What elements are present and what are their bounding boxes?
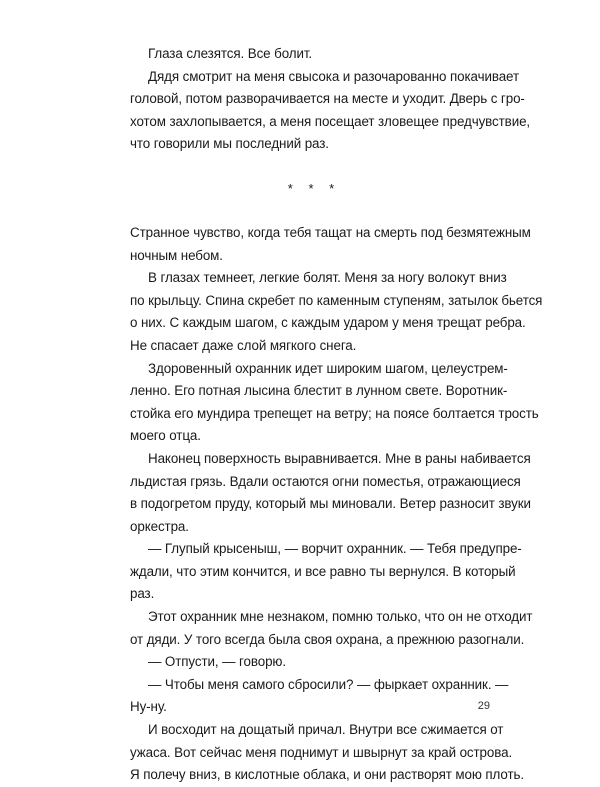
text-line: раз. <box>130 586 155 602</box>
text-line: что говорили мы последний раз. <box>130 136 329 152</box>
text-line: оркестра. <box>130 518 189 534</box>
text-line: по крыльцу. Спина скребет по каменным ступеням, затылок бьется <box>130 292 543 308</box>
text-line: Не спасает даже слой мягкого снега. <box>130 337 357 353</box>
text-line: ленно. Его потная лысина блестит в лунном свете. Воротник- <box>130 383 508 399</box>
text-section-1 <box>130 43 531 156</box>
text-line: моего отца. <box>130 428 201 444</box>
text-line: Глаза слезятся. Все болит. <box>148 46 313 61</box>
section-break-asterism: * * * <box>287 180 341 196</box>
text-line: — Отпусти, — говорю. <box>148 654 286 670</box>
text-line: В глазах темнеет, легкие болят. Меня за ногу волокут вниз <box>148 270 507 286</box>
text-line: о них. С каждым шагом, с каждым ударом у меня трещат ребра. <box>130 315 526 331</box>
section-gap <box>130 156 492 178</box>
text-line: льдистая грязь. Вдали остаются огни поместья, отражающиеся <box>130 473 521 489</box>
text-line: ночным небом. <box>130 247 223 263</box>
section-gap <box>130 200 492 222</box>
text-line: Наконец поверхность выравнивается. Мне в раны набивается <box>148 450 531 466</box>
text-line: — Чтобы меня самого сбросили? — фыркает охранник. — <box>148 676 509 692</box>
text-line: хотом захлопывается, а меня посещает зловещее предчувствие, <box>130 113 531 129</box>
text-line: стойка его мундира трепещет на ветру; на поясе болтается трость <box>130 405 539 421</box>
text-line: Я полечу вниз, в кислотные облака, и они растворят мою плоть. <box>130 767 524 783</box>
book-page <box>130 43 543 787</box>
text-line: от дяди. У того всегда была своя охрана, а прежнюю разогнали. <box>130 631 525 647</box>
text-section-2 <box>130 222 543 787</box>
text-line: Странное чувство, когда тебя тащат на смерть под безмятежным <box>130 224 531 240</box>
page-number: 29 <box>477 700 490 712</box>
text-line: в подогретом пруду, который мы миновали. Ветер разносит звуки <box>130 496 531 512</box>
text-line: Дядя смотрит на меня свысока и разочарованно покачивает <box>148 68 519 84</box>
text-line: головой, потом разворачивается на месте и уходит. Дверь с гро- <box>130 91 525 107</box>
text-line: — Глупый крысеныш, — ворчит охранник. — Тебя предупре- <box>148 541 522 557</box>
text-line: Этот охранник мне незнаком, помню только, что он не отходит <box>148 609 533 625</box>
text-line: И восходит на дощатый причал. Внутри все сжимается от <box>148 722 504 738</box>
text-line: Ну-ну. <box>130 699 167 715</box>
text-line: ужаса. Вот сейчас меня поднимут и швырнут за край острова. <box>130 744 513 760</box>
text-line: Здоровенный охранник идет широким шагом, целеустрем- <box>148 360 508 376</box>
text-line: ждали, что этим кончится, и все равно ты вернулся. В который <box>130 563 516 579</box>
